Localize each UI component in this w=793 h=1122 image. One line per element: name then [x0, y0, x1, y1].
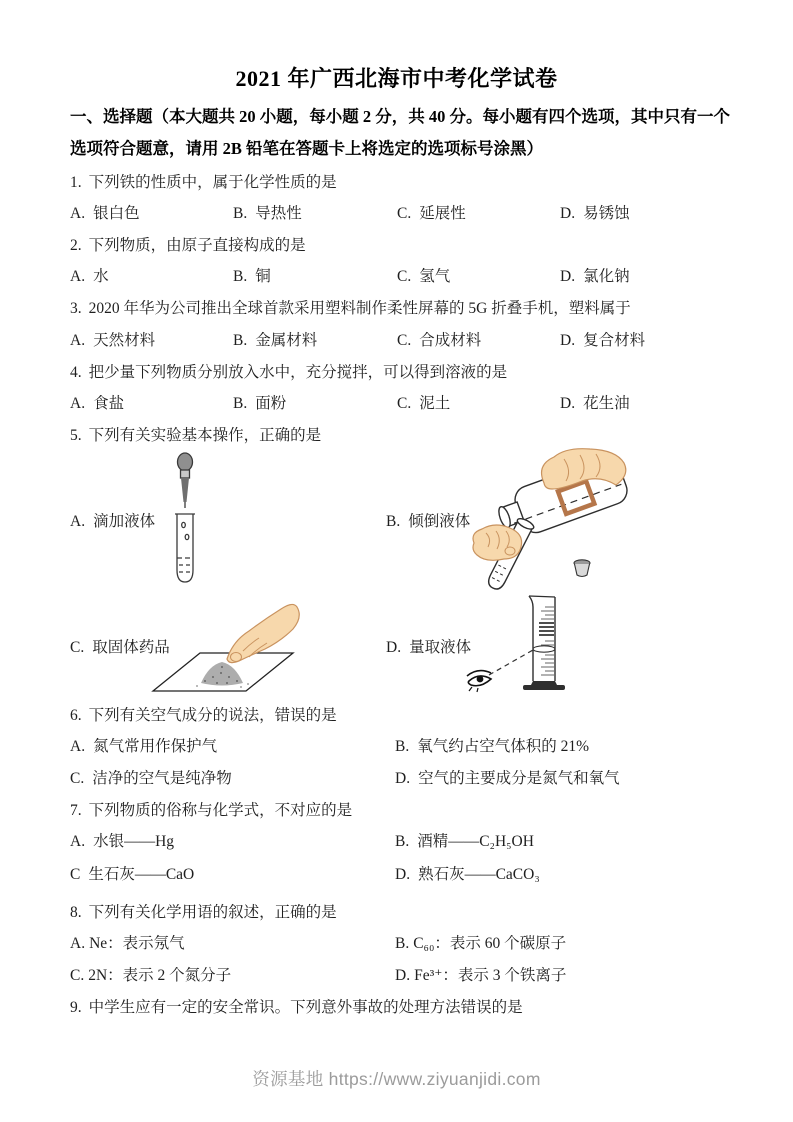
option-a-label: A. 滴加液体 — [70, 513, 156, 530]
option-d: D. 空气的主要成分是氮气和氧气 — [395, 770, 620, 787]
option-c: C. 延展性 — [397, 205, 466, 222]
option-a: A. 天然材料 — [70, 332, 156, 349]
question-6-stem: 6. 下列有关空气成分的说法，错误的是 — [70, 707, 337, 724]
option-b: B. 铜 — [233, 268, 271, 285]
option-c: C. 2N：表示 2 个氮分子 — [70, 967, 232, 984]
question-4-stem: 4. 把少量下列物质分别放入水中，充分搅拌，可以得到溶液的是 — [70, 364, 508, 381]
question-9-stem: 9. 中学生应有一定的安全常识。下列意外事故的处理方法错误的是 — [70, 999, 523, 1016]
option-d: D. 易锈蚀 — [560, 205, 630, 222]
measuring-liquid-figure — [463, 593, 595, 699]
question-3-options — [70, 331, 783, 351]
option-b: B. 导热性 — [233, 205, 302, 222]
option-b: B. 面粉 — [233, 395, 287, 412]
option-a: A. 银白色 — [70, 205, 140, 222]
option-b-label: B. 倾倒液体 — [386, 513, 471, 530]
question-8-stem: 8. 下列有关化学用语的叙述，正确的是 — [70, 904, 337, 921]
option-a: A. 水 — [70, 268, 109, 285]
watermark-footer: 资源基地 https://www.ziyuanjidi.com — [252, 1069, 541, 1089]
option-c: C. 合成材料 — [397, 332, 482, 349]
taking-solid-figure — [143, 593, 305, 699]
option-b: B. 氧气约占空气体积的 21% — [395, 738, 590, 755]
option-c: C 生石灰——CaO — [70, 866, 195, 883]
question-text: 下列铁的性质中，属于化学性质的是 — [88, 174, 337, 191]
question-1-options — [70, 204, 783, 224]
dropper-into-test-tube-figure — [165, 452, 221, 590]
option-a: A. Ne：表示氖气 — [70, 935, 185, 952]
question-8-options-cd — [70, 966, 783, 986]
option-d: D. 熟石灰——CaCO₃ — [395, 866, 540, 883]
question-8-options-ab — [70, 934, 783, 954]
option-a: A. 食盐 — [70, 395, 125, 412]
option-d-label: D. 量取液体 — [386, 639, 472, 656]
question-7-options-ab — [70, 832, 783, 852]
option-d: D. 花生油 — [560, 395, 630, 412]
option-d: D. 氯化钠 — [560, 268, 630, 285]
question-6-options-cd — [70, 769, 783, 789]
question-6-options-ab — [70, 737, 783, 757]
option-d: D. Fe³⁺：表示 3 个铁离子 — [395, 967, 567, 984]
question-7-stem: 7. 下列物质的俗称与化学式，不对应的是 — [70, 802, 353, 819]
question-3-stem: 3. 2020 年华为公司推出全球首款采用塑料制作柔性屏幕的 5G 折叠手机，塑料属于 — [70, 300, 631, 317]
option-a: A. 水银——Hg — [70, 833, 175, 850]
option-b: B. 金属材料 — [233, 332, 318, 349]
question-2-stem: 2. 下列物质，由原子直接构成的是 — [70, 237, 306, 254]
option-b: B. C₆₀：表示 60 个碳原子 — [395, 935, 567, 952]
question-4-options — [70, 394, 783, 414]
option-b: B. 酒精——C₂H₅OH — [395, 833, 534, 850]
pouring-liquid-figure — [468, 447, 656, 605]
question-1-stem — [70, 173, 337, 193]
question-5-stem: 5. 下列有关实验基本操作，正确的是 — [70, 427, 322, 444]
option-c: C. 氢气 — [397, 268, 451, 285]
question-number: 1. — [70, 174, 82, 191]
option-c-label: C. 取固体药品 — [70, 639, 170, 656]
question-2-options — [70, 267, 783, 287]
section-header-line-1: 一、选择题（本大题共 20 小题，每小题 2 分，共 40 分。每小题有四个选项，其中只有一个 — [70, 107, 730, 126]
option-c: C. 泥土 — [397, 395, 451, 412]
page-title: 2021 年广西北海市中考化学试卷 — [235, 66, 558, 91]
question-5-figures — [70, 447, 770, 699]
option-d: D. 复合材料 — [560, 332, 646, 349]
section-header-line-2: 选项符合题意，请用 2B 铅笔在答题卡上将选定的选项标号涂黑） — [70, 139, 544, 158]
option-c: C. 洁净的空气是纯净物 — [70, 770, 232, 787]
option-a: A. 氮气常用作保护气 — [70, 738, 218, 755]
question-7-options-cd — [70, 865, 783, 885]
